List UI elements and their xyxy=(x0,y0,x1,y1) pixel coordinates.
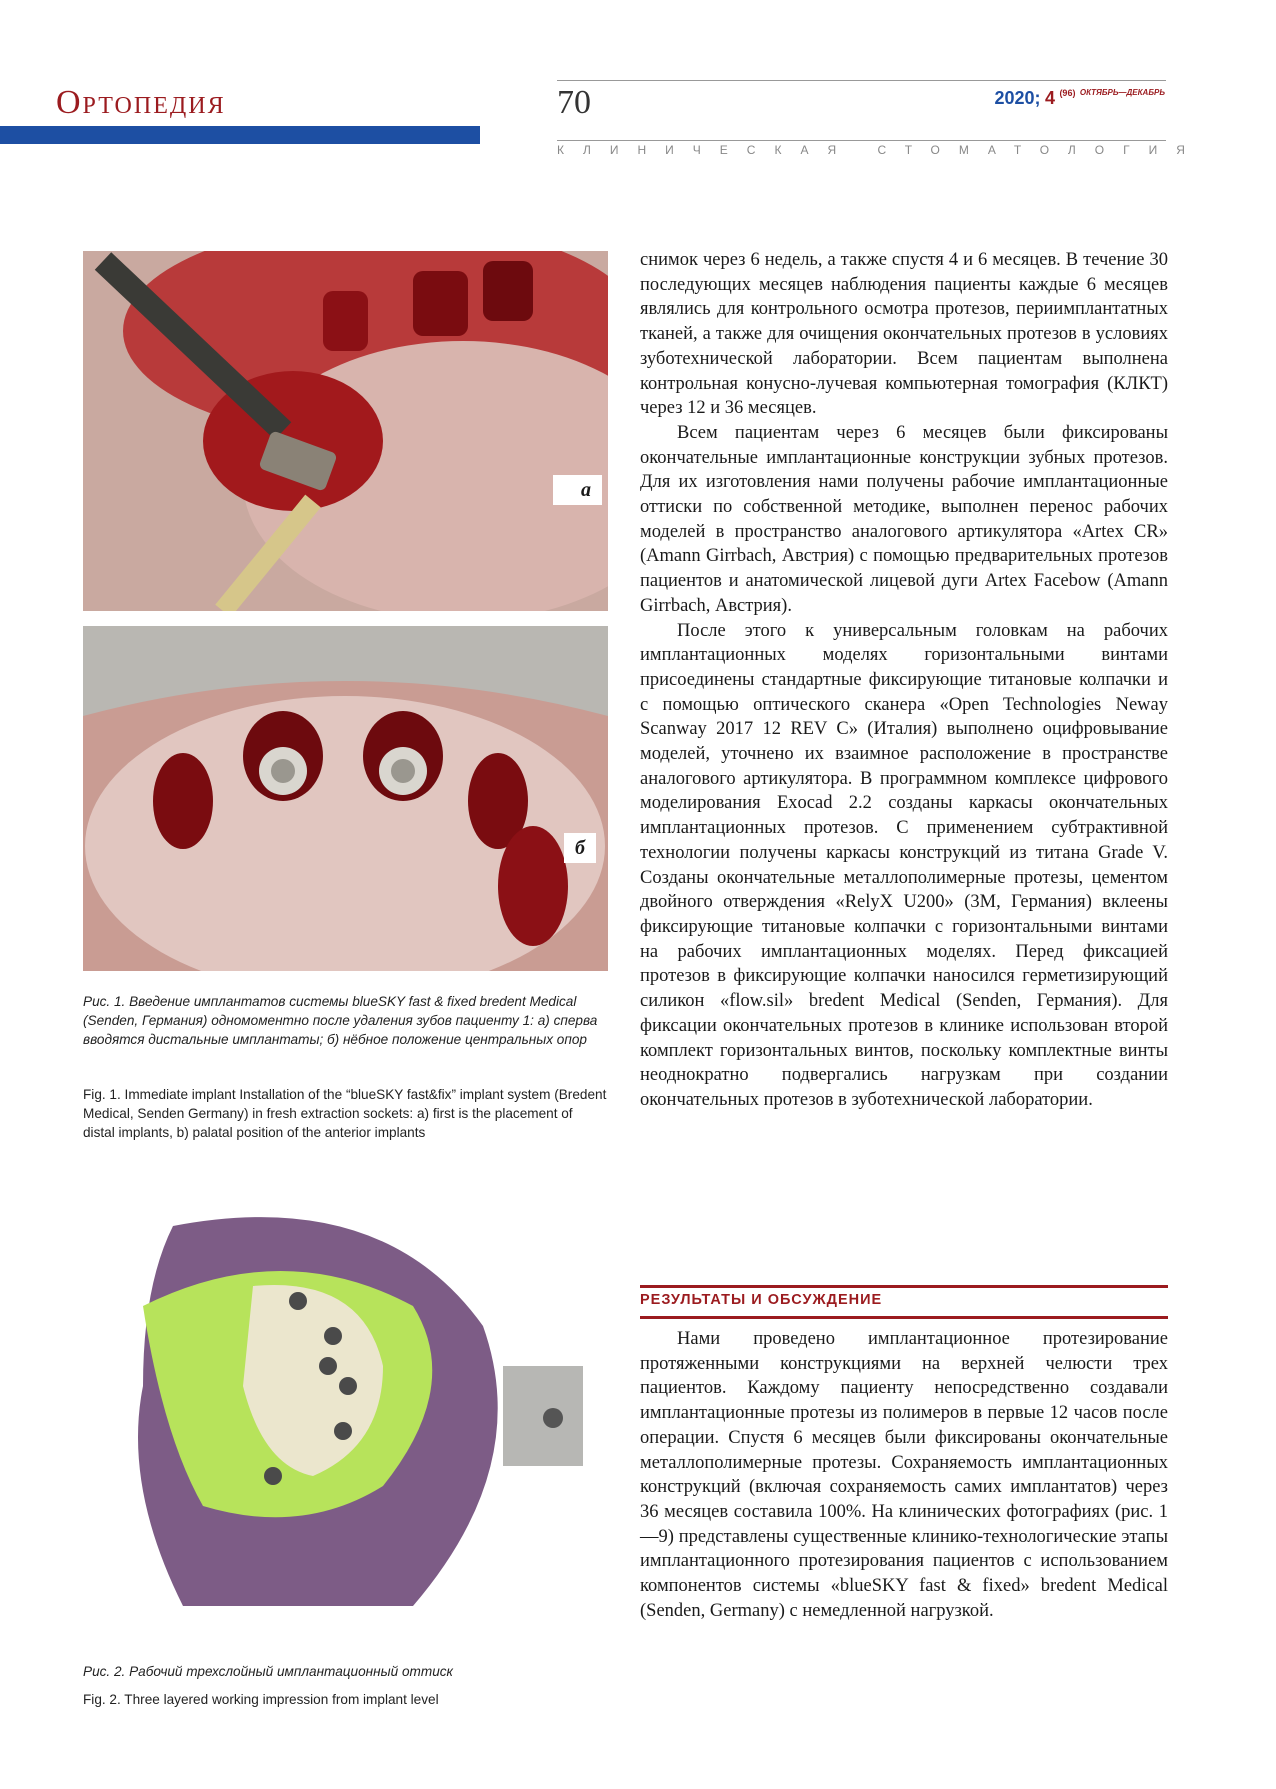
figure-1a-photo xyxy=(83,251,608,611)
section-rule-bottom xyxy=(640,1316,1168,1319)
header-rule-top xyxy=(557,80,1166,81)
body-text-lower xyxy=(640,1327,1168,1623)
paragraph: Нами проведено имплантационное протезирование протяженными конструкциями на верхней челюсти трех пациентов. Каждому пациенту непосредственно создавали имплантационные протезы из полимеров в первые 12 часов после операции. Спустя 6 месяцев были фиксированы окончательные металлополимерные протезы. Сохраняемость имплантационных конструкций (включая сохраняемость самих имплантатов) через 36 месяцев составила 100%. На клинических фотографиях (рис. 1—9) представлены существенные клинико-технологические этапы имплантационного протезирования пациентов с использованием компонентов системы «blueSKY fast & fixed» bredent Medical (Senden, Germany) с немедленной нагрузкой. xyxy=(640,1329,1168,1621)
paragraph: снимок через 6 недель, а также спустя 4 и 6 месяцев. В течение 30 последующих месяцев наблюдения пациенты каждые 6 месяцев являлись для контрольного осмотра протезов, периимплантатных тканей, а также для очищения окончательных протезов в условиях зуботехнической лаборатории. Всем пациентам выполнена контрольная конусно-лучевая компьютерная томография (КЛКТ) через 12 и 36 месяцев. xyxy=(640,250,1168,419)
section-color-bar xyxy=(0,126,480,144)
issue-total: (96) xyxy=(1059,88,1076,98)
journal-name: КЛИНИЧЕСКАЯ СТОМАТОЛОГИЯ xyxy=(557,143,1204,157)
figure-1-caption-en: Fig. 1. Immediate implant Installation of the “blueSKY fast&fix” implant system (Bredent Medical, Senden Germany) in fresh extraction sockets: a) first is the placement of distal implants, b) palatal position of the anterior implants xyxy=(83,1087,607,1140)
issue-year: 2020; xyxy=(994,88,1041,108)
section-title: Ортопедия xyxy=(56,84,226,121)
figure-1b-label: б xyxy=(564,833,596,863)
section-rule-top xyxy=(640,1285,1168,1288)
body-text-upper xyxy=(640,248,1168,1113)
figure-2-caption-en: Fig. 2. Three layered working impression from implant level xyxy=(83,1692,439,1707)
paragraph: Всем пациентам через 6 месяцев были фиксированы окончательные имплантационные конструкции зубных протезов. Для их изготовления нами получены рабочие имплантационные оттиски по собственной методике, выполнен перенос рабочих моделей в пространство аналогового артикулятора «Artex CR» (Amann Girrbach, Австрия) с помощью предварительных протезов пациентов и анатомической лицевой дуги Artex Facebow (Amann Girrbach, Австрия). xyxy=(640,422,1168,616)
issue-info xyxy=(985,88,1165,109)
paragraph: После этого к универсальным головкам на рабочих имплантационных моделях горизонтальными винтами присоединены стандартные фиксирующие титановые колпачки и с помощью оптического сканера «Open Technologies Neway Scanway 2017 12 REV C» (Италия) выполнено оцифровывание моделей, уточнено их взаимное расположение в пространстве аналогового артикулятора. В программном комплексе цифрового моделирования Exocad 2.2 созданы каркасы окончательных имплантационных протезов. С применением субтрактивной технологии получены каркасы конструкций из титана Grade V. Созданы окончательные металлополимерные протезы, цементом двойного отверждения «RelyX U200» (3M, Германия) вклеены фиксирующие титановые колпачки с горизонтальными винтами на рабочих имплантационных моделях. Перед фиксацией протезов в фиксирующие колпачки наносился герметизирующий силикон «flow.sil» bredent Medical (Senden, Германия). Для фиксации окончательных протезов в клинике использован второй комплект горизонтальных винтов, поскольку комплектные винты неоднократно подвергались нагрузкам при создании окончательных протезов в зуботехнической лаборатории. xyxy=(640,620,1168,1110)
figure-1a-label: а xyxy=(570,475,602,505)
section-heading: РЕЗУЛЬТАТЫ И ОБСУЖДЕНИЕ xyxy=(640,1292,883,1308)
figure-1-caption-ru: Рис. 1. Введение имплантатов системы blueSKY fast & fixed bredent Medical (Senden, Германия) одномоментно после удаления зубов пациенту 1: а) сперва вводятся дистальные имплантаты; б) нёбное положение центральных опор xyxy=(83,994,598,1047)
issue-months: ОКТЯБРЬ—ДЕКАБРЬ xyxy=(1079,88,1165,97)
issue-number: 4 xyxy=(1044,88,1055,108)
header-rule-bottom xyxy=(557,140,1166,141)
page-number: 70 xyxy=(557,84,591,121)
figure-2-photo xyxy=(83,1186,608,1634)
figure-2-caption-ru: Рис. 2. Рабочий трехслойный имплантационный оттиск xyxy=(83,1664,453,1679)
figure-1b-photo xyxy=(83,626,608,971)
